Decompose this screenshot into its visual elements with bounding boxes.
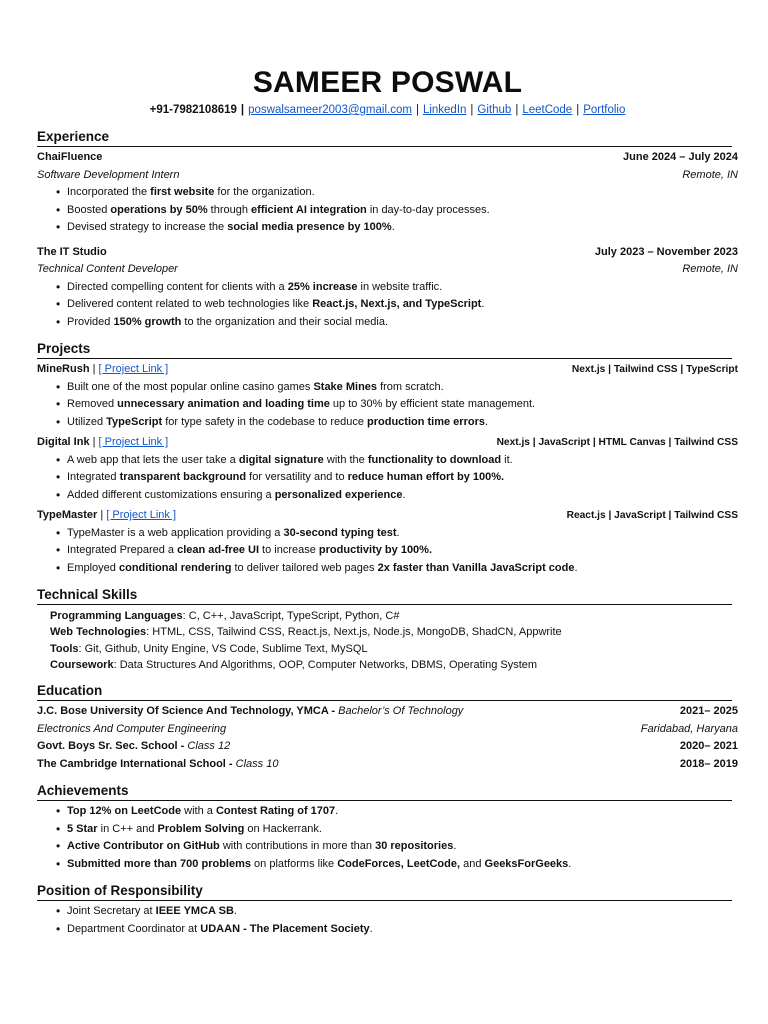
list-item: • Added different customizations ensuring a personalized experience. — [56, 487, 738, 505]
candidate-name: SAMEER POSWAL — [252, 66, 523, 99]
job-role: Technical Content Developer — [37, 263, 178, 275]
project-link[interactable]: [ Project Link ] — [98, 363, 169, 375]
education-heading: Education — [37, 682, 732, 701]
achievements-heading: Achievements — [37, 782, 732, 801]
list-item: • Integrated transparent background for versatility and to reduce human effort by 100%. — [56, 469, 738, 487]
school-12: Govt. Boys Sr. Sec. School — [37, 740, 178, 753]
skill-row: Coursework: Data Structures And Algorithms, OOP, Computer Networks, DBMS, Operating System — [50, 658, 538, 671]
responsibility-list — [56, 903, 738, 938]
list-item: • Active Contributor on GitHub with contributions in more than 30 repositories. — [56, 838, 738, 856]
email-link[interactable]: poswalsameer2003@gmail.com — [248, 104, 412, 116]
experience-heading: Experience — [37, 128, 732, 147]
project-stack: React.js | JavaScript | Tailwind CSS — [566, 510, 738, 521]
job-entry — [37, 149, 738, 237]
company-name: ChaiFluence — [37, 151, 103, 163]
list-item: • Integrated Prepared a clean ad-free UI to increase productivity by 100%. — [56, 542, 738, 560]
college-name: J.C. Bose University Of Science And Technology, YMCA — [37, 705, 329, 718]
skills-section — [50, 608, 738, 673]
phone-number: +91-7982108619 — [149, 104, 237, 116]
achievements-list — [56, 803, 738, 873]
list-item: • Utilized TypeScript for type safety in the codebase to reduce production time errors. — [56, 414, 738, 432]
list-item: • Boosted operations by 50% through efficient AI integration in day-to-day processes. — [56, 202, 738, 220]
project-link[interactable]: [ Project Link ] — [106, 509, 177, 521]
projects-section — [37, 361, 738, 577]
job-dates: July 2023 – November 2023 — [594, 245, 738, 258]
education-section: J.C. Bose University Of Science And Technology, YMCA - Bachelor’s Of Technology 2021– 2025 Electronics And Computer Engineering Faridabad, Haryana Govt. Boys Sr. Sec. School - Class 12 2020– 2021 The Cambridge International School - Class 10 2018– 2019 — [37, 703, 738, 773]
github-link[interactable]: Github — [477, 104, 512, 116]
contact-line: +91-7982108619 | poswalsameer2003@gmail.com | LinkedIn | Github | LeetCode | Portfolio — [149, 104, 626, 116]
college-location: Faridabad, Haryana — [640, 722, 738, 735]
list-item: • Top 12% on LeetCode with a Contest Rating of 1707. — [56, 803, 738, 821]
list-item: • Delivered content related to web technologies like React.js, Next.js, and TypeScript. — [56, 296, 738, 314]
school-12-dates: 2020– 2021 — [679, 740, 738, 753]
project-stack: Next.js | Tailwind CSS | TypeScript — [571, 364, 738, 375]
job-role: Software Development Intern — [37, 168, 180, 181]
project-name: MineRush — [37, 363, 90, 375]
experience-section — [37, 149, 738, 331]
list-item: • TypeMaster is a web application providing a 30-second typing test. — [56, 525, 738, 543]
project-link[interactable]: [ Project Link ] — [98, 436, 169, 448]
list-item: • Joint Secretary at IEEE YMCA SB. — [56, 903, 738, 921]
list-item: • Provided 150% growth to the organization and their social media. — [56, 314, 738, 332]
responsibility-heading: Position of Responsibility — [37, 882, 732, 901]
list-item: • Built one of the most popular online casino games Stake Mines from scratch. — [56, 379, 738, 397]
skill-row: Tools: Git, Github, Unity Engine, VS Code, Sublime Text, MySQL — [50, 642, 368, 655]
list-item: • Department Coordinator at UDAAN - The Placement Society. — [56, 921, 738, 939]
job-bullets — [56, 279, 738, 332]
leetcode-link[interactable]: LeetCode — [522, 104, 573, 116]
list-item: • A web app that lets the user take a digital signature with the functionality to download it. — [56, 452, 738, 470]
school-10: The Cambridge International School — [37, 757, 226, 770]
skill-row: Web Technologies: HTML, CSS, Tailwind CSS, React.js, Next.js, Node.js, MongoDB, ShadCN, Appwrite — [50, 626, 562, 639]
job-location: Remote, IN — [682, 168, 738, 181]
list-item: • Submitted more than 700 problems on platforms like CodeForces, LeetCode, and GeeksForGeeks. — [56, 856, 738, 874]
company-name: The IT Studio — [37, 245, 107, 258]
job-dates: June 2024 – July 2024 — [623, 151, 738, 163]
skill-row: Programming Languages: C, C++, JavaScript, TypeScript, Python, C# — [50, 610, 400, 622]
college-dates: 2021– 2025 — [679, 705, 738, 718]
list-item: • Directed compelling content for clients with a 25% increase in website traffic. — [56, 279, 738, 297]
list-item: • Employed conditional rendering to deliver tailored web pages 2x faster than Vanilla JavaScript code. — [56, 560, 738, 578]
job-bullets — [56, 184, 738, 237]
project-stack: Next.js | JavaScript | HTML Canvas | Tailwind CSS — [496, 437, 738, 448]
project-name: TypeMaster — [37, 509, 98, 521]
project-entry: TypeMaster | [ Project Link ] React.js | JavaScript | Tailwind CSS • TypeMaster is a web application providing a 30-second typing test. • Integrated Prepared a clean ad-free UI to increase productivity by 100%. • Employed conditional rendering to deliver tailored web pages 2x faster than Vanilla JavaScript code. — [37, 507, 738, 577]
list-item: • Devised strategy to increase the social media presence by 100%. — [56, 219, 738, 237]
list-item: • 5 Star in C++ and Problem Solving on Hackerrank. — [56, 821, 738, 839]
job-location: Remote, IN — [682, 263, 738, 275]
job-entry — [37, 244, 738, 332]
project-name: Digital Ink — [37, 436, 90, 448]
degree: Bachelor’s Of Technology — [338, 705, 464, 718]
skills-heading: Technical Skills — [37, 586, 732, 605]
list-item: • Incorporated the first website for the organization. — [56, 184, 738, 202]
project-entry: Digital Ink | [ Project Link ] Next.js | JavaScript | HTML Canvas | Tailwind CSS • A web app that lets the user take a digital signature with the functionality to download it. • Integrated transparent background for versatility and to reduce human effort by 100%. • Added different customizations ensuring a personalized experience. — [37, 434, 738, 504]
project-entry: MineRush | [ Project Link ] Next.js | Tailwind CSS | TypeScript • Built one of the most popular online casino games Stake Mines from scratch. • Removed unnecessary animation and loading time up to 30% by efficient state management. • Utilized TypeScript for type safety in the codebase to reduce production time errors. — [37, 361, 738, 431]
portfolio-link[interactable]: Portfolio — [583, 104, 626, 116]
linkedin-link[interactable]: LinkedIn — [422, 104, 467, 116]
list-item: • Removed unnecessary animation and loading time up to 30% by efficient state management. — [56, 396, 738, 414]
branch: Electronics And Computer Engineering — [37, 722, 227, 735]
school-10-dates: 2018– 2019 — [679, 757, 738, 770]
projects-heading: Projects — [37, 340, 732, 359]
